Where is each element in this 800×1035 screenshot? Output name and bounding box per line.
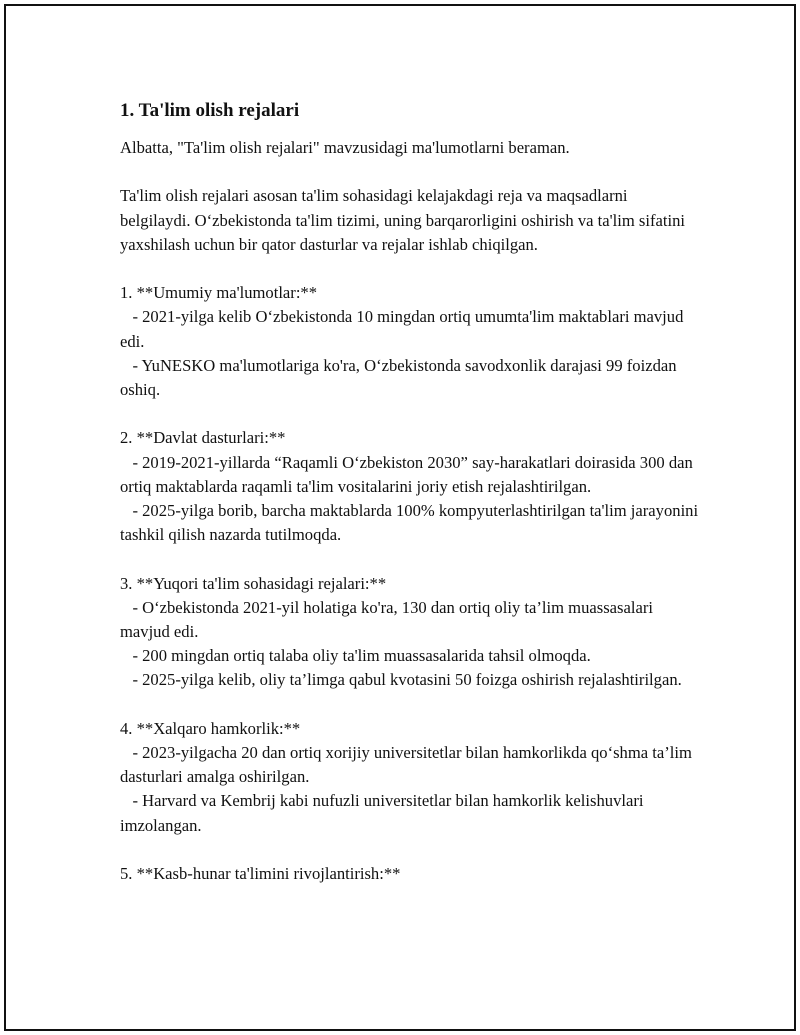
spacer — [120, 693, 700, 717]
page-frame — [4, 4, 796, 1031]
spacer — [120, 402, 700, 426]
section-2 — [120, 426, 703, 547]
section-bullet: - Harvard va Kembrij kabi nufuzli universitetlar bilan hamkorlik kelishuvlari imzolangan. — [120, 791, 648, 835]
section-3 — [120, 572, 700, 693]
spacer — [120, 257, 700, 281]
section-bullet: - 2025-yilga kelib, oliy ta’limga qabul kvotasini 50 foizga oshirish rejalashtirilgan. — [120, 670, 682, 690]
section-4 — [120, 717, 700, 838]
section-bullet: - YuNESKO ma'lumotlariga ko'ra, Oʻzbekistonda savodxonlik darajasi 99 foizdan oshiq. — [120, 355, 681, 399]
overview-paragraph: Ta'lim olish rejalari asosan ta'lim sohasidagi kelajakdagi reja va maqsadlarni belgilaydi. Oʻzbekistonda ta'lim tizimi, uning barqarorligini oshirish va ta'lim sifatini yaxshilash uchun bir qator dasturlar va rejalar ishlab chiqilgan. — [120, 186, 690, 254]
section-heading: 1. **Umumiy ma'lumotlar:** — [120, 283, 318, 303]
section-bullet: - 200 mingdan ortiq talaba oliy ta'lim muassasalarida tahsil olmoqda. — [120, 646, 591, 666]
section-5 — [120, 862, 700, 886]
section-bullet: - 2023-yilgacha 20 dan ortiq xorijiy universitetlar bilan hamkorlikda qoʻshma ta’lim dasturlari amalga oshirilgan. — [120, 743, 697, 787]
section-heading: 2. **Davlat dasturlari:** — [120, 428, 286, 448]
section-heading: 5. **Kasb-hunar ta'limini rivojlantirish:** — [120, 864, 401, 883]
section-heading: 4. **Xalqaro hamkorlik:** — [120, 718, 301, 738]
document-title: 1. Ta'lim olish rejalari — [120, 100, 300, 121]
spacer — [120, 160, 700, 184]
section-bullet: - 2021-yilga kelib Oʻzbekistonda 10 mingdan ortiq umumta'lim maktablari mavjud edi. — [120, 307, 688, 351]
spacer — [120, 547, 700, 571]
intro-paragraph: Albatta, "Ta'lim olish rejalari" mavzusidagi ma'lumotlarni beraman. — [120, 138, 570, 157]
section-bullet: - 2025-yilga borib, barcha maktablarda 100% kompyuterlashtirilgan ta'lim jarayonini tashkil qilish nazarda tutilmoqda. — [120, 501, 703, 545]
section-bullet: - 2019-2021-yillarda “Raqamli Oʻzbekiston 2030” say-harakatlari doirasida 300 dan ortiq maktablarda raqamli ta'lim vositalarini joriy etish rejalashtirilgan. — [120, 452, 697, 496]
section-1 — [120, 281, 700, 402]
document-content — [120, 98, 703, 886]
section-bullet: - Oʻzbekistonda 2021-yil holatiga ko'ra, 130 dan ortiq oliy ta’lim muassasalari mavjud edi. — [120, 597, 658, 641]
section-heading: 3. **Yuqori ta'lim sohasidagi rejalari:** — [120, 573, 387, 593]
spacer — [120, 838, 700, 862]
